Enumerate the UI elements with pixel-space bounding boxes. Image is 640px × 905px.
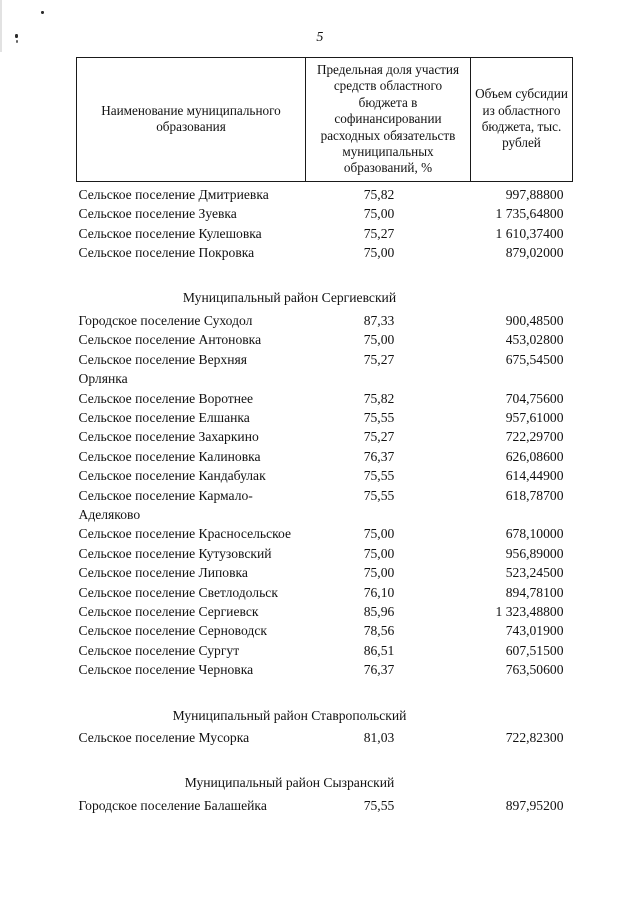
cell-subsidy-amount: 618,78700: [505, 487, 564, 503]
table-row: [77, 466, 573, 485]
cell-subsidy-amount: 675,54500: [505, 351, 564, 367]
table-row: [77, 486, 573, 525]
table-row: [77, 350, 573, 389]
cell-regional-budget-share: 75,55: [363, 409, 395, 425]
table-row: [77, 563, 573, 582]
cell-subsidy-amount: 900,48500: [505, 312, 564, 328]
cell-regional-budget-share: 75,00: [363, 526, 395, 542]
cell-subsidy-amount: 722,82300: [505, 730, 564, 745]
table-row: [77, 660, 573, 679]
cell-municipality-name: Сельское поселение Сургут: [78, 642, 240, 658]
cell-municipality-name: Сельское поселение Верхняя Орлянка: [78, 351, 248, 387]
cell-regional-budget-share: 76,10: [363, 584, 395, 600]
cell-regional-budget-share: 87,33: [363, 312, 395, 328]
cell-regional-budget-share: 75,55: [363, 468, 395, 484]
table-section-row: [77, 680, 573, 727]
column-header-subsidy-amount: Объем субсидии из областного бюджета, тыс. рублей: [471, 58, 573, 182]
column-header-municipality-name: Наименование муниципального образования: [77, 58, 306, 182]
cell-regional-budget-share: 86,51: [363, 642, 395, 658]
cell-subsidy-amount: 879,02000: [505, 245, 564, 261]
table-row: [77, 427, 573, 446]
table-row: [77, 243, 573, 262]
cell-municipality-name: Сельское поселение Мусорка: [78, 730, 250, 745]
subsidy-table-container: [76, 57, 572, 815]
section-heading: Муниципальный район Сергиевский: [182, 290, 397, 306]
table-row: [77, 795, 573, 815]
cell-regional-budget-share: 76,37: [363, 662, 395, 678]
cell-regional-budget-share: 75,55: [363, 797, 395, 813]
table-row: [77, 204, 573, 223]
cell-subsidy-amount: 997,88800: [505, 186, 564, 202]
cell-regional-budget-share: 76,37: [363, 448, 395, 464]
table-row: [77, 602, 573, 621]
cell-subsidy-amount: 678,10000: [505, 526, 564, 542]
cell-regional-budget-share: 81,03: [363, 730, 395, 745]
table-body: [77, 181, 573, 815]
cell-regional-budget-share: 85,96: [363, 603, 395, 619]
subsidy-table: [76, 57, 573, 815]
cell-regional-budget-share: 75,82: [363, 390, 395, 406]
table-row: [77, 641, 573, 660]
table-row: [77, 224, 573, 243]
table-row: [77, 408, 573, 427]
cell-subsidy-amount: 523,24500: [505, 565, 564, 581]
cell-municipality-name: Сельское поселение Сергиевск: [78, 603, 259, 619]
cell-regional-budget-share: 75,27: [363, 225, 395, 241]
cell-regional-budget-share: 75,00: [363, 545, 395, 561]
cell-municipality-name: Сельское поселение Кандабулак: [78, 468, 266, 484]
cell-subsidy-amount: 763,50600: [505, 662, 564, 678]
cell-municipality-name: Городское поселение Суходол: [78, 312, 253, 328]
cell-subsidy-amount: 704,75600: [505, 390, 564, 406]
cell-regional-budget-share: 75,00: [363, 565, 395, 581]
cell-municipality-name: Сельское поселение Елшанка: [78, 409, 250, 425]
scan-speckle: [41, 11, 44, 14]
table-row: [77, 524, 573, 543]
table-row: [77, 310, 573, 330]
cell-regional-budget-share: 75,00: [363, 206, 395, 222]
cell-subsidy-amount: 957,61000: [505, 409, 564, 425]
cell-regional-budget-share: 75,00: [363, 245, 395, 261]
cell-regional-budget-share: 75,82: [363, 186, 395, 202]
cell-subsidy-amount: 722,29700: [505, 429, 564, 445]
table-row: [77, 544, 573, 563]
table-header-row: [77, 58, 573, 182]
cell-subsidy-amount: 894,78100: [505, 584, 564, 600]
cell-subsidy-amount: 743,01900: [505, 623, 564, 639]
cell-municipality-name: Сельское поселение Красносельское: [78, 526, 292, 542]
table-header: [77, 58, 573, 182]
table-row: [77, 727, 573, 747]
cell-regional-budget-share: 75,27: [363, 429, 395, 445]
table-row: [77, 330, 573, 349]
cell-subsidy-amount: 626,08600: [505, 448, 564, 464]
table-row: [77, 389, 573, 408]
cell-municipality-name: Сельское поселение Серноводск: [78, 623, 267, 639]
cell-municipality-name: Сельское поселение Воротнее: [78, 390, 254, 406]
section-heading: Муниципальный район Ставропольский: [172, 707, 407, 723]
cell-regional-budget-share: 75,00: [363, 332, 395, 348]
cell-subsidy-amount: 607,51500: [505, 642, 564, 658]
column-header-regional-budget-share: Предельная доля участия средств областного бюджета в софинансировании расходных обязательств муниципальных образований, %: [306, 58, 471, 182]
cell-subsidy-amount: 453,02800: [505, 332, 564, 348]
cell-municipality-name: Сельское поселение Кулешовка: [78, 225, 262, 241]
cell-municipality-name: Сельское поселение Калиновка: [78, 448, 261, 464]
cell-subsidy-amount: 1 610,37400: [495, 225, 564, 241]
table-section-row: [77, 747, 573, 794]
cell-municipality-name: Сельское поселение Черновка: [78, 662, 254, 678]
cell-regional-budget-share: 75,27: [363, 351, 395, 367]
cell-regional-budget-share: 78,56: [363, 623, 395, 639]
cell-municipality-name: Сельское поселение Зуевка: [78, 206, 237, 222]
table-row: [77, 583, 573, 602]
cell-municipality-name: Городское поселение Балашейка: [78, 797, 267, 813]
table-section-row: [77, 262, 573, 309]
table-row: [77, 621, 573, 640]
cell-subsidy-amount: 956,89000: [505, 545, 564, 561]
cell-municipality-name: Сельское поселение Захаркино: [78, 429, 259, 445]
page-number: 5: [316, 30, 324, 45]
table-row: [77, 181, 573, 204]
cell-municipality-name: Сельское поселение Покровка: [78, 245, 255, 261]
cell-municipality-name: Сельское поселение Светлодольск: [78, 584, 278, 600]
cell-municipality-name: Сельское поселение Дмитриевка: [78, 186, 269, 202]
cell-subsidy-amount: 897,95200: [505, 797, 564, 813]
cell-regional-budget-share: 75,55: [363, 487, 395, 503]
cell-municipality-name: Сельское поселение Антоновка: [78, 332, 262, 348]
cell-subsidy-amount: 1 735,64800: [495, 206, 564, 222]
cell-municipality-name: Сельское поселение Липовка: [78, 565, 248, 581]
table-row: [77, 447, 573, 466]
cell-municipality-name: Сельское поселение Кутузовский: [78, 545, 272, 561]
cell-subsidy-amount: 1 323,48800: [495, 603, 564, 619]
cell-subsidy-amount: 614,44900: [505, 468, 564, 484]
cell-municipality-name: Сельское поселение Кармало-Аделяково: [78, 487, 253, 522]
section-heading: Муниципальный район Сызранский: [184, 775, 395, 791]
